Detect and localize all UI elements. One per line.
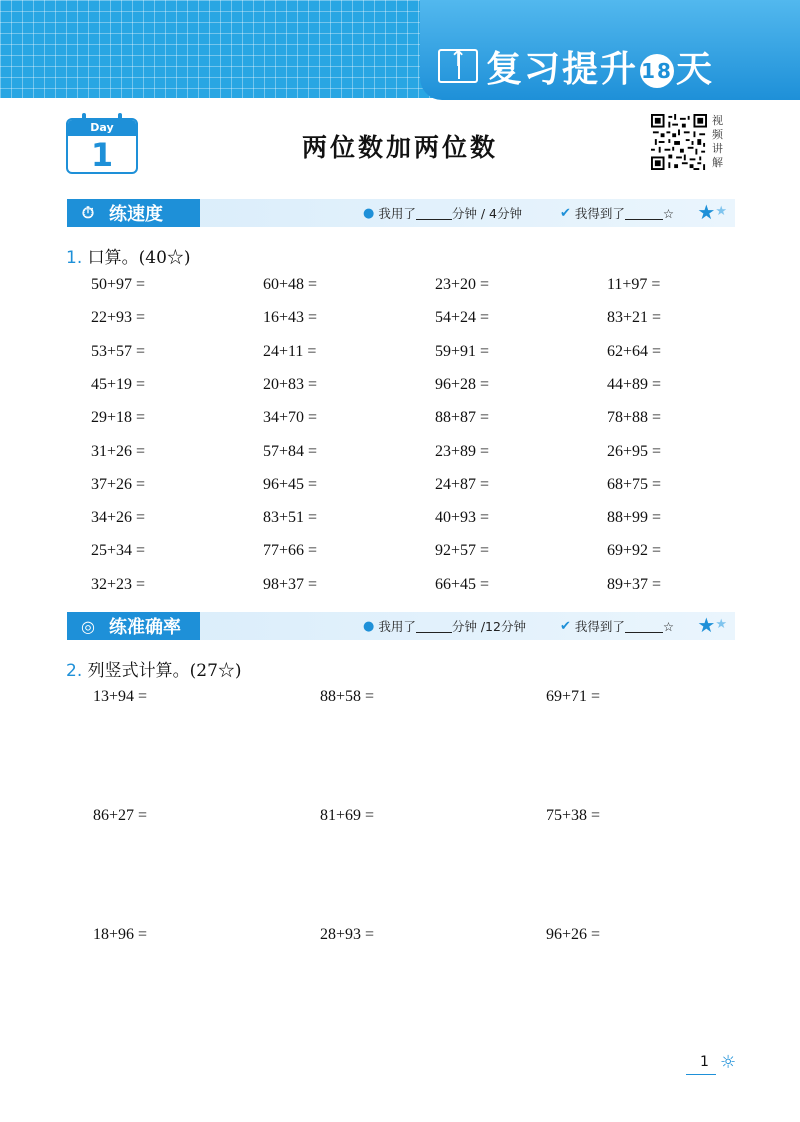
day-label: Day <box>68 120 136 136</box>
oral-calc-item: 66+45 = <box>435 575 490 593</box>
oral-calc-item: 88+99 = <box>607 509 662 527</box>
oral-calc-item: 88+87 = <box>435 409 490 427</box>
vertical-calc-item: 88+58 = <box>320 688 375 705</box>
vertical-calc-item: 81+69 = <box>320 807 375 824</box>
oral-calc-item: 77+66 = <box>263 542 318 560</box>
brand-title <box>486 41 714 92</box>
oral-calc-item: 83+51 = <box>263 509 318 527</box>
oral-calc-item: 83+21 = <box>607 309 662 327</box>
score-suffix: ☆ <box>662 618 675 634</box>
time-suffix: 分钟 /12分钟 <box>451 619 526 634</box>
oral-calc-item: 96+28 = <box>435 375 490 393</box>
oral-calc-item: 78+88 = <box>607 409 662 427</box>
page-title: 两位数加两位数 <box>301 133 498 162</box>
sun-icon: ☼ <box>720 1052 737 1073</box>
time-prefix: 我用了 <box>378 619 416 634</box>
oral-calc-item: 23+20 = <box>435 276 490 293</box>
section-speed-bar <box>67 199 735 227</box>
check-circle-icon: ✔ <box>560 205 571 221</box>
oral-calc-item: 24+11 = <box>263 342 317 360</box>
section-accuracy-title: 练准确率 <box>109 617 181 638</box>
stars-icon: ★★ <box>697 200 727 224</box>
oral-calc-item: 92+57 = <box>435 542 490 560</box>
oral-calc-item: 45+19 = <box>91 375 146 393</box>
target-icon: ◎ <box>81 616 95 636</box>
oral-calc-item: 69+92 = <box>607 542 662 560</box>
vertical-calc-item: 13+94 = <box>93 688 148 705</box>
vertical-calc-item: 96+26 = <box>546 926 601 943</box>
time-used-field <box>363 199 522 227</box>
section-accuracy-tag <box>67 612 200 640</box>
qr-label: 视频讲解 <box>712 114 723 169</box>
vertical-calc-item: 75+38 = <box>546 807 601 824</box>
oral-calc-item: 23+89 = <box>435 442 490 460</box>
oral-calc-item: 44+89 = <box>607 375 662 393</box>
vertical-calc-item: 28+93 = <box>320 926 375 943</box>
oral-calc-item: 25+34 = <box>91 542 146 560</box>
page-number-underline <box>686 1074 716 1075</box>
book-icon <box>438 49 478 83</box>
oral-calc-item: 29+18 = <box>91 409 146 427</box>
page-number: 1 <box>700 1054 709 1070</box>
score-prefix: 我得到了 <box>574 619 625 634</box>
vertical-calc-item: 18+96 = <box>93 926 148 943</box>
question-2-heading <box>66 656 242 681</box>
time-blank[interactable] <box>416 207 452 220</box>
stopwatch-icon: ⏱ <box>81 203 95 222</box>
time-suffix: 分钟 / 4分钟 <box>451 206 522 221</box>
question-2-text: 列竖式计算。(27☆) <box>87 661 242 681</box>
brand-days: 18 <box>640 54 674 88</box>
oral-calc-item: 54+24 = <box>435 309 490 327</box>
oral-calc-item: 26+95 = <box>607 442 662 460</box>
score-field <box>560 612 674 640</box>
score-suffix: ☆ <box>662 205 675 221</box>
score-blank[interactable] <box>625 207 663 220</box>
time-used-field <box>363 612 526 640</box>
day-number: 1 <box>90 136 114 174</box>
oral-calc-item: 40+93 = <box>435 509 490 527</box>
brand-prefix: 复习提升 <box>486 48 639 90</box>
score-blank[interactable] <box>625 620 663 633</box>
oral-calc-item: 22+93 = <box>91 309 146 327</box>
oral-calc-item: 68+75 = <box>607 475 662 493</box>
score-prefix: 我得到了 <box>574 206 625 221</box>
stars-icon: ★★ <box>697 613 727 637</box>
score-field <box>560 199 674 227</box>
time-blank[interactable] <box>416 620 452 633</box>
question-2-number: 2. <box>66 661 83 681</box>
check-circle-icon: ✔ <box>560 618 571 634</box>
timer-icon: ● <box>363 205 375 221</box>
oral-calc-item: 60+48 = <box>263 276 318 293</box>
oral-calc-item: 98+37 = <box>263 575 318 593</box>
question-1-text: 口算。(40☆) <box>87 248 191 268</box>
oral-calc-item: 96+45 = <box>263 475 318 493</box>
oral-calc-item: 20+83 = <box>263 375 318 393</box>
oral-calc-item: 31+26 = <box>91 442 146 460</box>
oral-calc-item: 34+26 = <box>91 509 146 527</box>
vertical-calc-item: 86+27 = <box>93 807 148 824</box>
oral-calc-item: 57+84 = <box>263 442 318 460</box>
section-speed-title: 练速度 <box>109 204 163 225</box>
oral-calc-item: 89+37 = <box>607 575 662 593</box>
oral-calc-item: 59+91 = <box>435 342 490 360</box>
oral-calc-item: 11+97 = <box>607 276 661 293</box>
section-accuracy-bar <box>67 612 735 640</box>
question-1-heading <box>66 243 191 268</box>
brand-logo <box>438 40 714 92</box>
qr-code[interactable] <box>651 114 707 170</box>
oral-calc-item: 50+97 = <box>91 276 146 293</box>
oral-calc-item: 32+23 = <box>91 575 146 593</box>
oral-calc-item: 62+64 = <box>607 342 662 360</box>
brand-suffix: 天 <box>676 48 715 90</box>
time-prefix: 我用了 <box>378 206 416 221</box>
question-1-number: 1. <box>66 248 83 268</box>
oral-calc-item: 34+70 = <box>263 409 318 427</box>
timer-icon: ● <box>363 618 375 634</box>
section-speed-tag <box>67 199 200 227</box>
vertical-calc-item: 69+71 = <box>546 688 601 705</box>
oral-calc-item: 53+57 = <box>91 342 146 360</box>
oral-calc-item: 16+43 = <box>263 309 318 327</box>
oral-calc-item: 24+87 = <box>435 475 490 493</box>
oral-calc-item: 37+26 = <box>91 475 146 493</box>
